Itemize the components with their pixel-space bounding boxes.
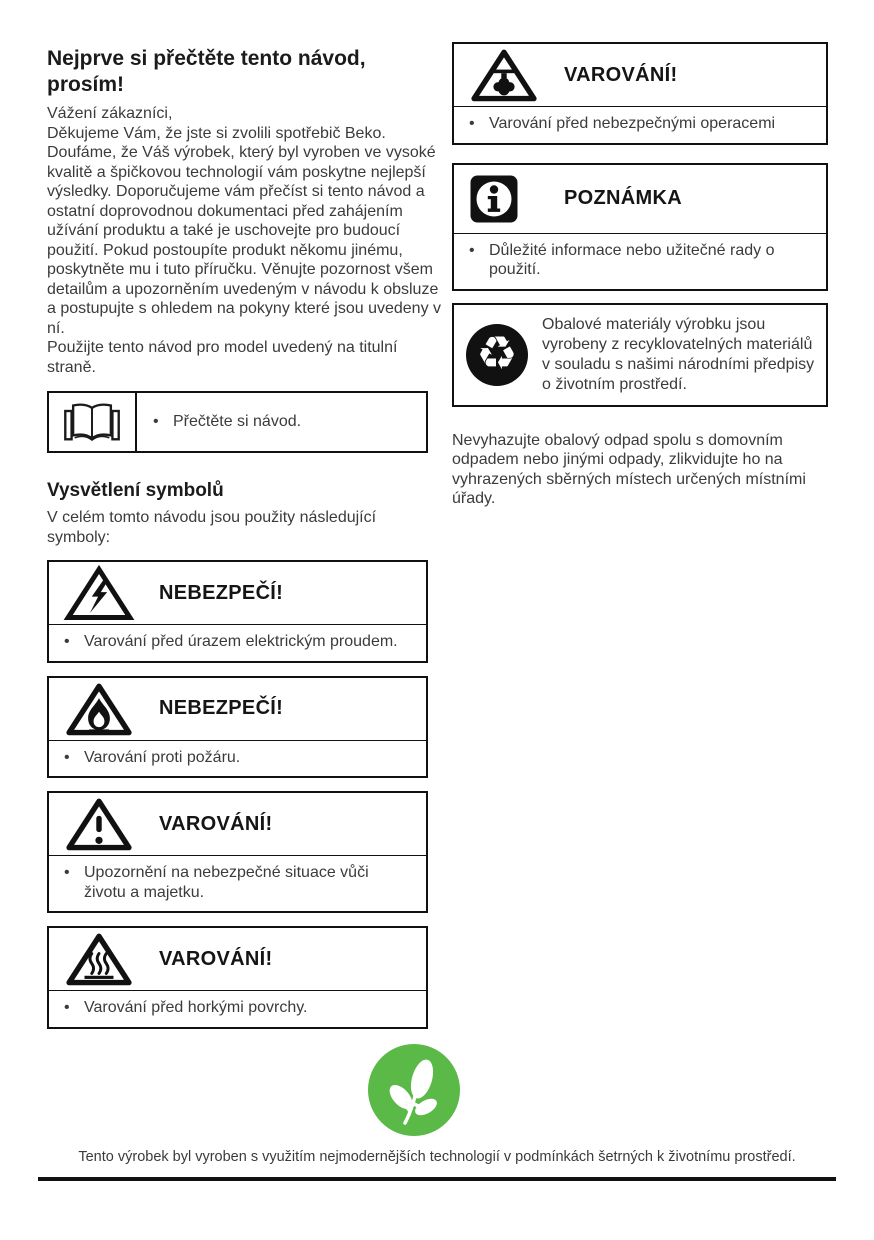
- right-column: [452, 42, 828, 509]
- recycling-symbol: ♻: [476, 325, 518, 380]
- note-box-title: POZNÁMKA: [564, 187, 682, 209]
- warning-box-text: Varování před nebezpečnými operacemi: [489, 115, 776, 132]
- warning-box-title: VAROVÁNÍ!: [159, 812, 273, 835]
- bullet: •: [153, 413, 159, 431]
- recycle-materials-text: Obalové materiály výrobku jsou vyrobeny z recyklovatelných materiálů v souladu s našimi národními předpisy o životním prostředí.: [542, 315, 815, 393]
- note-box: [452, 163, 828, 291]
- bullet: •: [64, 748, 70, 766]
- read-manual-text: Přečtěte si návod.: [173, 413, 302, 431]
- warning-box-electric: [47, 560, 428, 663]
- note-box-header: [454, 165, 826, 234]
- warning-box-hot-surface: [47, 926, 428, 1029]
- warning-box-body: [454, 107, 826, 143]
- steam-hazard-triangle-icon: [454, 46, 564, 104]
- intro-paragraph-3: Použijte tento návod pro model uvedený na titulní straně.: [47, 339, 398, 376]
- warning-box-title: VAROVÁNÍ!: [159, 947, 273, 970]
- warning-box-body: [49, 856, 426, 911]
- warning-box-header: [49, 678, 426, 741]
- symbols-section-intro: V celém tomto návodu jsou použity následující symboly:: [47, 509, 377, 546]
- intro-paragraph-2: Děkujeme Vám, že jste si zvolili spotřebič Beko. Doufáme, že Váš výrobek, který byl vyroben ve vysoké kvalitě a špičkovou technologií vám poskytne nejlepší výsledky. Doporučujeme vám přečíst si tento návod a ostatní doprovodnou dokumentaci před zahájením užívání produktu a také je uschovejte pro budoucí použití. Pokud postoupíte produkt někomu jinému, poskytněte mu i tuto příručku. Věnujte pozornost všem detailům a upozorněním uvedeným v návodu k obsluze a postupujte s ohledem na pokyny které jsou uvedeny v ní.: [47, 124, 442, 337]
- bullet: •: [64, 864, 70, 881]
- hot-surface-triangle-icon: [49, 930, 159, 988]
- symbols-section-title: Vysvětlení symbolů: [47, 480, 224, 501]
- warning-box-header: [49, 928, 426, 991]
- warning-box-text: Varování před úrazem elektrickým proudem.: [84, 633, 398, 650]
- open-book-icon: [49, 393, 137, 451]
- info-note-icon: [454, 175, 564, 223]
- recycle-materials-box: [452, 303, 828, 407]
- warning-box-title: VAROVÁNÍ!: [564, 63, 678, 86]
- recycling-icon: [466, 324, 542, 386]
- warning-box-text: Upozornění na nebezpečné situace vůči životu a majetku.: [84, 864, 369, 901]
- bullet: •: [64, 633, 70, 650]
- bullet: •: [64, 999, 70, 1016]
- warning-box-header: [49, 562, 426, 625]
- fire-triangle-icon: [49, 680, 159, 738]
- electric-shock-triangle-icon: [49, 564, 159, 622]
- warning-box-header: [454, 44, 826, 107]
- read-manual-text-cell: [137, 393, 301, 451]
- left-column: [47, 46, 444, 1029]
- note-box-text: Důležité informace nebo užitečné rady o použití.: [489, 241, 775, 278]
- warning-box-title: NEBEZPEČÍ!: [159, 581, 284, 604]
- warning-box-text: Varování proti požáru.: [84, 748, 241, 766]
- bullet: •: [469, 241, 475, 259]
- warning-box-text: Varování před horkými povrchy.: [84, 999, 308, 1016]
- read-manual-box: [47, 391, 428, 453]
- footer-eco-statement: Tento výrobek byl vyroben s využitím nejmodernějších technologií v podmínkách šetrných k životnímu prostředí.: [78, 1149, 796, 1165]
- warning-box-fire: [47, 676, 428, 779]
- disposal-paragraph: Nevyhazujte obalový odpad spolu s domovním odpadem nebo jinými odpady, zlikvidujte ho na vyhrazených sběrných místech určených místními úřady.: [452, 431, 806, 507]
- warning-box-header: [49, 793, 426, 856]
- warning-box-operations: [452, 42, 828, 145]
- warning-box-body: [49, 741, 426, 777]
- warning-box-body: [49, 625, 426, 661]
- warning-box-general: [47, 791, 428, 913]
- page-title: Nejprve si přečtěte tento návod, prosím!: [47, 47, 366, 96]
- warning-box-body: [49, 991, 426, 1027]
- footer-divider: [38, 1177, 836, 1181]
- intro-paragraph-1: Vážení zákazníci,: [47, 105, 173, 122]
- warning-box-title: NEBEZPEČÍ!: [159, 697, 284, 719]
- eco-leaves-icon: [368, 1044, 460, 1136]
- bullet: •: [469, 115, 475, 132]
- recycling-icon-circle: [466, 324, 528, 386]
- note-box-body: [454, 234, 826, 289]
- exclamation-triangle-icon: [49, 795, 159, 853]
